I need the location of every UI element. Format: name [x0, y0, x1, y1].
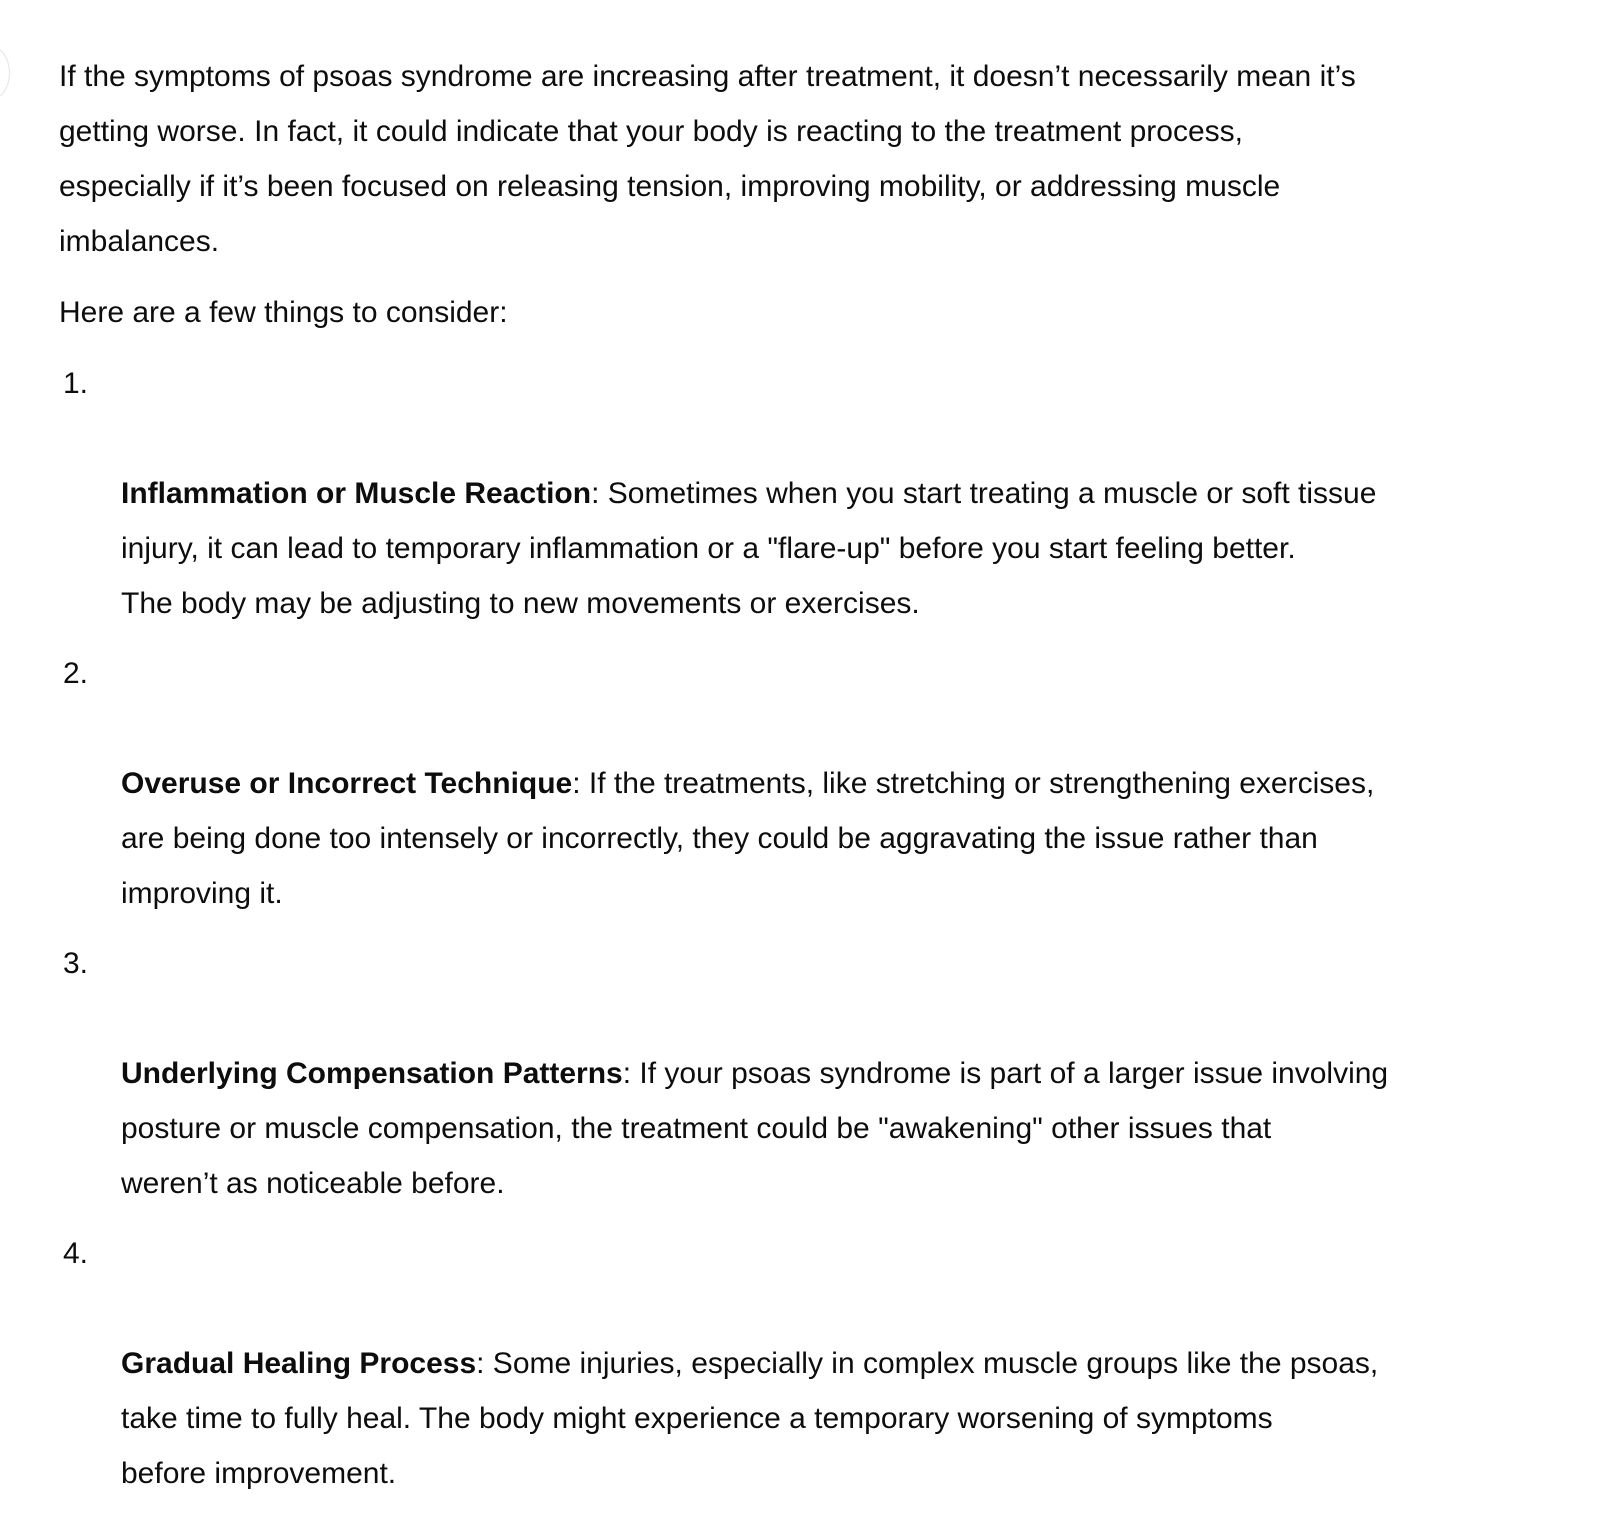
list-item-number: 4. — [63, 1237, 89, 1270]
list-item-text: : If the treatments, like stretching or strengthening exercises, are being done too intensely or incorrectly, they could be aggravating the issue rather than improving it. — [121, 767, 1375, 910]
list-item — [59, 646, 1489, 921]
list-item-text: : Sometimes when you start treating a muscle or soft tissue injury, it can lead to temporary inflammation or a "flare-up" before you start feeling better. The body may be adjusting to new movements or exercises. — [121, 477, 1377, 620]
list-item-text: : If your psoas syndrome is part of a larger issue involving posture or muscle compensation, the treatment could be "awakening" other issues that weren’t as noticeable before. — [121, 1057, 1389, 1200]
list-item — [59, 356, 1489, 631]
list-item-title: Overuse or Incorrect Technique — [121, 767, 573, 800]
list-item-title: Gradual Healing Process — [121, 1347, 477, 1380]
list-item — [59, 1226, 1489, 1501]
considerations-list — [59, 356, 1489, 1501]
list-item-text: : Some injuries, especially in complex muscle groups like the psoas, take time to fully heal. The body might experience a temporary worsening of symptoms before improvement. — [121, 1347, 1379, 1490]
assistant-avatar — [0, 46, 10, 100]
list-item — [59, 936, 1489, 1211]
list-item-number: 1. — [63, 367, 89, 400]
list-item-number: 3. — [63, 947, 89, 980]
list-item-number: 2. — [63, 657, 89, 690]
message-intro-paragraph: If the symptoms of psoas syndrome are increasing after treatment, it doesn’t necessarily mean it’s getting worse. In fact, it could indicate that your body is reacting to the treatment process, especially if it’s been focused on releasing tension, improving mobility, or addressing muscle imbalances. — [59, 60, 1356, 258]
list-item-title: Underlying Compensation Patterns — [121, 1057, 623, 1090]
assistant-message — [59, 49, 1489, 1516]
message-lead-paragraph: Here are a few things to consider: — [59, 296, 508, 329]
list-item-title: Inflammation or Muscle Reaction — [121, 477, 592, 510]
